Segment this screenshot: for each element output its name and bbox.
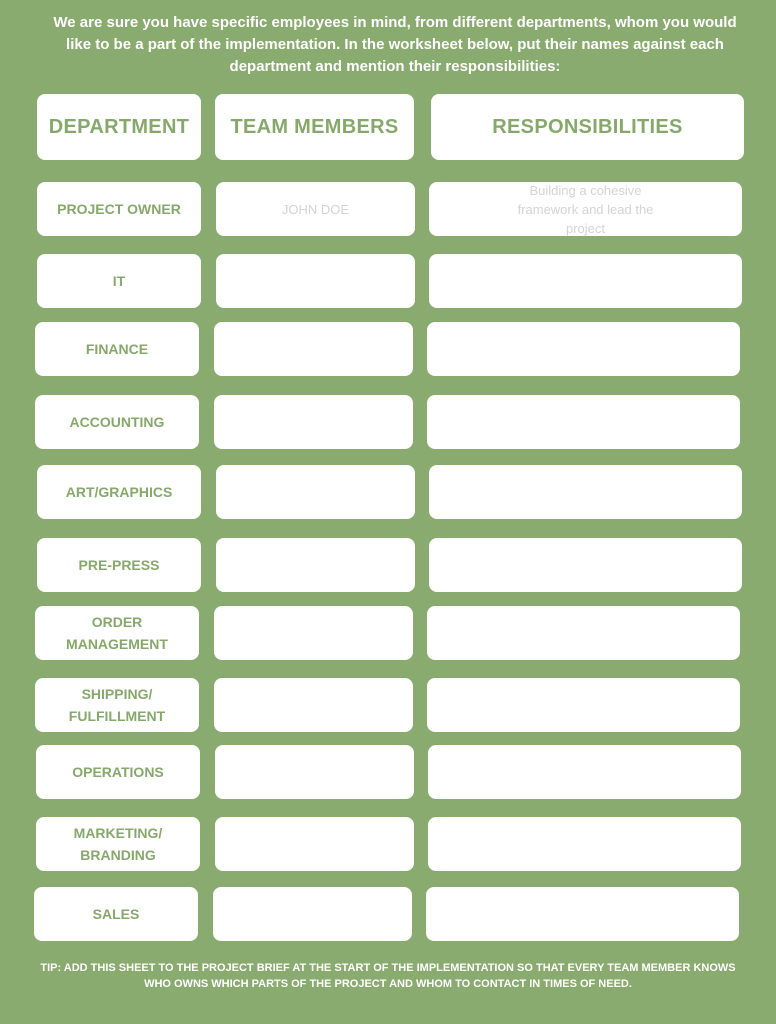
responsibility-field[interactable] — [426, 887, 739, 941]
responsibility-field[interactable] — [428, 817, 741, 871]
department-cell — [35, 678, 199, 732]
team-member-field[interactable] — [215, 817, 414, 871]
responsibility-field[interactable] — [429, 254, 742, 308]
responsibility-field[interactable] — [427, 606, 740, 660]
header-department — [37, 94, 201, 160]
department-cell — [37, 538, 201, 592]
department-label: SALES — [92, 906, 140, 922]
department-label: OPERATIONS — [72, 764, 164, 780]
department-label: ORDER MANAGEMENT — [66, 614, 168, 652]
responsibility-field[interactable] — [429, 182, 742, 236]
responsibility-field[interactable] — [427, 322, 740, 376]
department-cell — [35, 606, 199, 660]
department-label: ART/GRAPHICS — [65, 484, 173, 500]
header-team-members-label: TEAM MEMBERS — [230, 115, 399, 138]
department-label: ACCOUNTING — [69, 414, 165, 430]
responsibility-field[interactable] — [429, 465, 742, 519]
team-member-field[interactable] — [216, 254, 415, 308]
department-label: MARKETING/ BRANDING — [73, 825, 163, 863]
department-cell — [36, 745, 200, 799]
team-member-field[interactable] — [213, 887, 412, 941]
team-member-value: JOHN DOE — [281, 201, 350, 217]
team-member-field[interactable] — [214, 395, 413, 449]
department-cell — [35, 395, 199, 449]
department-cell — [37, 254, 201, 308]
team-member-field[interactable] — [216, 538, 415, 592]
header-department-label: DEPARTMENT — [48, 115, 190, 138]
department-label: IT — [112, 273, 126, 289]
intro-text: We are sure you have specific employees in mind, from different departments, whom you would like to be a part of the implementation. In the worksheet below, put their names against each department and mention their responsibilities: — [53, 14, 737, 75]
department-cell — [37, 182, 201, 236]
responsibility-field[interactable] — [429, 538, 742, 592]
responsibility-field[interactable] — [427, 678, 740, 732]
department-label: PROJECT OWNER — [57, 201, 181, 217]
department-cell — [36, 817, 200, 871]
header-responsibilities — [431, 94, 744, 160]
department-cell — [34, 887, 198, 941]
responsibility-field[interactable] — [428, 745, 741, 799]
department-cell — [37, 465, 201, 519]
department-cell — [35, 322, 199, 376]
header-responsibilities-label: RESPONSIBILITIES — [492, 115, 683, 138]
responsibility-field[interactable] — [427, 395, 740, 449]
team-member-field[interactable] — [216, 465, 415, 519]
tip-text: TIP: ADD THIS SHEET TO THE PROJECT BRIEF AT THE START OF THE IMPLEMENTATION SO THAT EVERY TEAM MEMBER KNOWS WHO OWNS WHICH PARTS OF THE PROJECT AND WHOM TO CONTACT IN TIMES OF NEED. — [40, 962, 736, 990]
department-label: FINANCE — [85, 341, 149, 357]
team-member-field[interactable] — [215, 745, 414, 799]
team-member-field[interactable] — [214, 606, 413, 660]
responsibility-value: Building a cohesive framework and lead the project — [517, 182, 654, 236]
department-label: SHIPPING/ FULFILLMENT — [68, 686, 166, 724]
department-label: PRE-PRESS — [78, 557, 160, 573]
team-member-field[interactable] — [214, 678, 413, 732]
team-member-field[interactable] — [216, 182, 415, 236]
team-member-field[interactable] — [214, 322, 413, 376]
header-team-members — [215, 94, 414, 160]
